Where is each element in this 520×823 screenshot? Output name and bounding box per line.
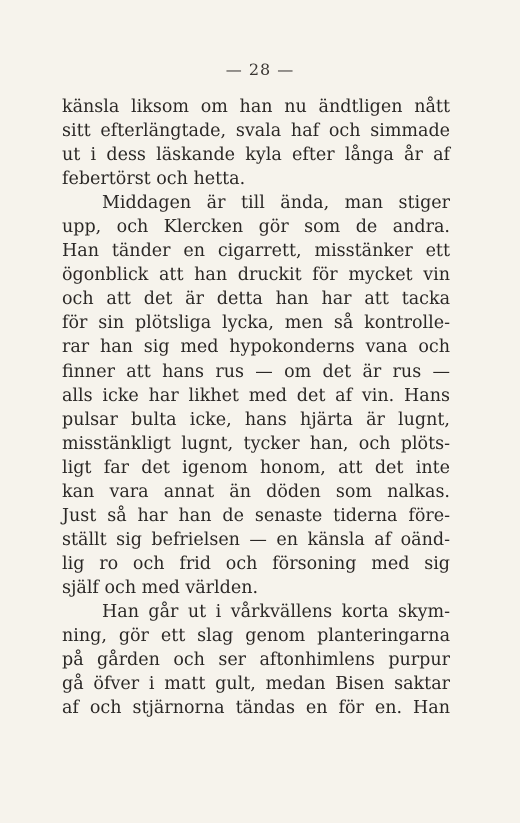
text-line: ligt far det igenom honom, att det inte (62, 457, 450, 478)
text-line: och att det är detta han har att tacka (62, 289, 450, 310)
text-line: ut i dess läskande kyla efter långa år af (62, 145, 450, 166)
text-line: finner att hans rus — om det är rus — (62, 361, 450, 382)
text-line: ställt sig befrielsen — en känsla af oänd- (62, 529, 450, 550)
text-line: febertörst och hetta. (62, 169, 246, 190)
text-line: misstänkligt lugnt, tycker han, och plöts- (62, 433, 450, 454)
body-text (62, 95, 450, 720)
text-line: gå öfver i matt gult, medan Bisen saktar (62, 674, 450, 695)
text-line: känsla liksom om han nu ändtligen nått (62, 97, 450, 117)
text-line: Middagen är till ända, man stiger (102, 193, 450, 214)
text-line: själf och med världen. (62, 577, 259, 598)
text-line: alls icke har likhet med det af vin. Hans (62, 385, 450, 406)
text-line: ögonblick att han druckit för mycket vin (62, 265, 450, 286)
text-line: af och stjärnorna tändas en för en. Han (62, 698, 450, 719)
text-line: rar han sig med hypokonderns vana och (62, 337, 450, 358)
page-number: — 28 — (225, 60, 295, 79)
text-line: sitt efterlängtade, svala haf och simmade (62, 121, 450, 142)
text-line: Han går ut i vårkvällens korta skym- (102, 601, 450, 622)
text-line: lig ro och frid och försoning med sig (62, 553, 450, 574)
text-line: på gården och ser aftonhimlens purpur (62, 650, 450, 671)
text-line: för sin plötsliga lycka, men så kontrolle- (62, 313, 450, 334)
text-line: ning, gör ett slag genom planteringarna (62, 626, 450, 647)
text-line: Han tänder en cigarrett, misstänker ett (62, 241, 450, 262)
text-line: pulsar bulta icke, hans hjärta är lugnt, (62, 409, 450, 430)
text-line: Just så har han de senaste tiderna före- (62, 505, 450, 526)
text-line: kan vara annat än döden som nalkas. (62, 481, 450, 502)
text-line: upp, och Klercken gör som de andra. (62, 217, 450, 238)
